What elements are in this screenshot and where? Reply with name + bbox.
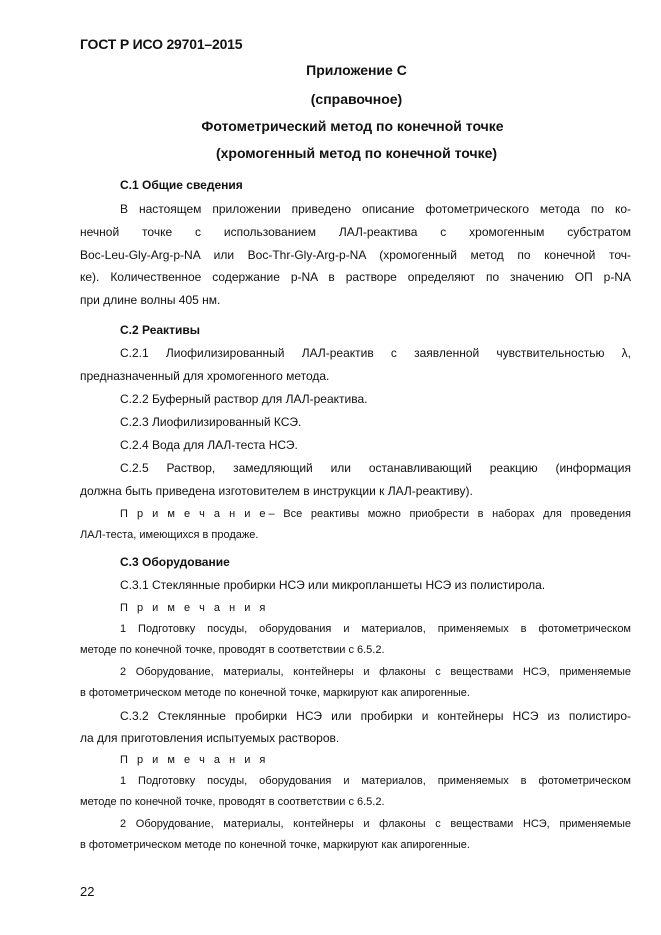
note-line: 1 Подготовку посуды, оборудования и материалов, применяемых в фотометрическом <box>120 775 631 787</box>
list-item: С.2.2 Буферный раствор для ЛАЛ-реактива. <box>120 392 368 406</box>
section-heading-c1: С.1 Общие сведения <box>120 178 243 192</box>
note-line: в фотометрическом методе по конечной точке, маркируют как апирогенные. <box>80 687 470 699</box>
paragraph-line: нечной точке с использованием ЛАЛ-реактива с хромогенным субстратом <box>80 225 631 239</box>
paragraph-line: Boc-Leu-Gly-Arg-p-NA или Boc-Thr-Gly-Arg-p-NA (хромогенный метод по конечной точ- <box>80 248 631 262</box>
note-line: 2 Оборудование, материалы, контейнеры и флаконы с веществами НСЭ, применяемые <box>120 818 631 830</box>
paragraph-line: С.2.5 Раствор, замедляющий или останавливающий реакцию (информация <box>120 461 631 475</box>
paragraph-line: ке). Количественное содержание p-NA в растворе определяют по значению ОП p-NA <box>80 270 631 284</box>
paragraph-line: должна быть приведена изготовителем в инструкции к ЛАЛ-реактиву). <box>80 484 473 498</box>
appendix-name: Фотометрический метод по конечной точке <box>201 118 504 134</box>
appendix-title: Приложение С <box>306 62 407 78</box>
section-heading-c2: С.2 Реактивы <box>120 323 200 337</box>
standard-code: ГОСТ Р ИСО 29701–2015 <box>80 36 243 52</box>
page-number: 22 <box>80 884 95 899</box>
paragraph-line: С.2.1 Лиофилизированный ЛАЛ-реактив с заявленной чувствительностью λ, <box>120 346 631 360</box>
list-item: С.2.3 Лиофилизированный КСЭ. <box>120 415 302 429</box>
note-line: методе по конечной точке, проводят в соответствии с 6.5.2. <box>80 644 385 656</box>
appendix-subname: (хромогенный метод по конечной точке) <box>215 145 498 161</box>
paragraph-line: ла для приготовления испытуемых растворов. <box>80 731 340 745</box>
notes-label: П р и м е ч а н и я <box>120 754 269 766</box>
list-item: С.2.4 Вода для ЛАЛ-теста НСЭ. <box>120 438 298 452</box>
paragraph-line: В настоящем приложении приведено описание фотометрического метода по ко- <box>120 202 631 216</box>
note-text: – Все реактивы можно приобрести в наборах для проведения <box>268 508 631 520</box>
note-line <box>120 507 631 521</box>
paragraph-line: С.3.2 Стеклянные пробирки НСЭ или пробирки и контейнеры НСЭ из полистиро- <box>120 709 631 723</box>
paragraph-line: при длине волны 405 нм. <box>80 293 221 307</box>
note-line: ЛАЛ-теста, имеющихся в продаже. <box>80 529 259 541</box>
paragraph-line: предназначенный для хромогенного метода. <box>80 369 330 383</box>
section-heading-c3: С.3 Оборудование <box>120 555 230 569</box>
note-label: П р и м е ч а н и е <box>120 508 269 520</box>
appendix-kind: (справочное) <box>310 91 403 107</box>
note-line: методе по конечной точке, проводят в соответствии с 6.5.2. <box>80 796 385 808</box>
notes-label: П р и м е ч а н и я <box>120 602 269 614</box>
note-line: 1 Подготовку посуды, оборудования и материалов, применяемых в фотометрическом <box>120 623 631 635</box>
list-item: С.3.1 Стеклянные пробирки НСЭ или микропланшеты НСЭ из полистирола. <box>120 578 546 592</box>
note-line: 2 Оборудование, материалы, контейнеры и флаконы с веществами НСЭ, применяемые <box>120 666 631 678</box>
note-line: в фотометрическом методе по конечной точке, маркируют как апирогенные. <box>80 839 470 851</box>
